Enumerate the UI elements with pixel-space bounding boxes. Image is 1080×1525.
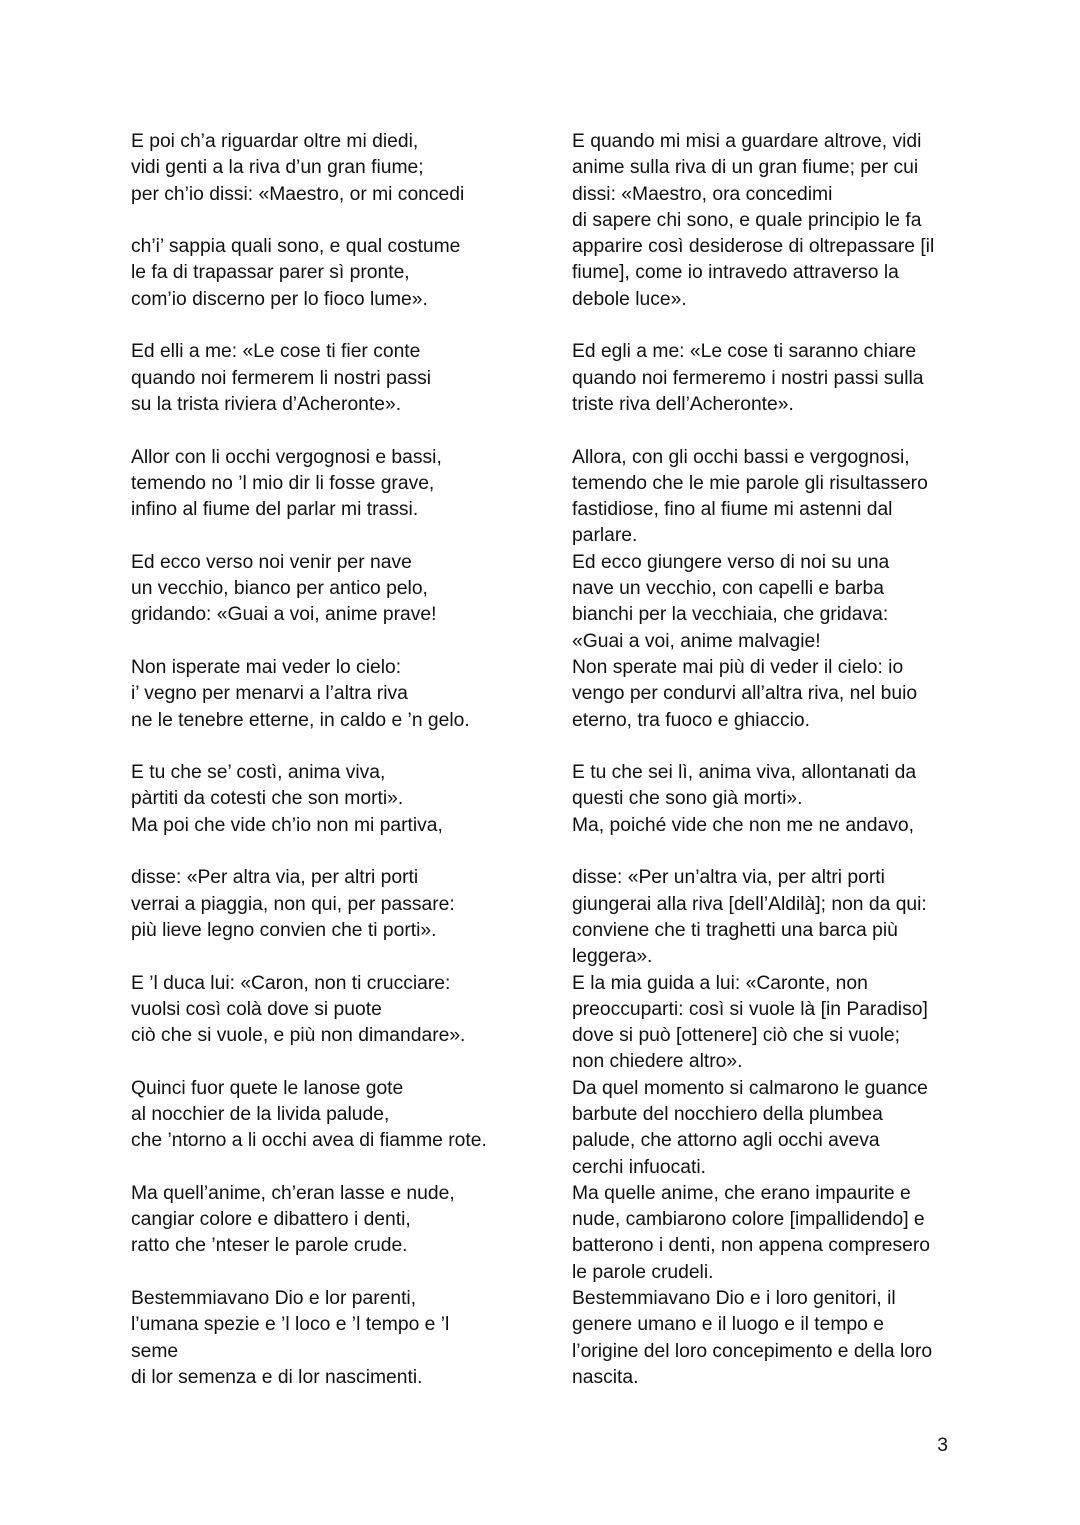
stanza-gap <box>131 839 531 865</box>
stanza-gap <box>131 1049 531 1075</box>
translation-line: batterono i denti, non appena compresero <box>572 1235 931 1257</box>
translation-line: non chiedere altro». <box>572 1051 743 1073</box>
verse-line: ciò che si vuole, e più non dimandare». <box>131 1025 466 1047</box>
stanza-gap <box>131 629 531 655</box>
translation-line: fastidiose, fino al fiume mi astenni dal <box>572 499 893 521</box>
translation-line: parlare. <box>572 525 638 547</box>
stanza-gap <box>572 313 962 339</box>
verse-line: verrai a piaggia, non qui, per passare: <box>131 893 455 915</box>
translation-line: le parole crudeli. <box>572 1261 714 1283</box>
translation-line: questi che sono già morti». <box>572 788 803 810</box>
stanza-gap <box>572 734 962 760</box>
translation-line: giungerai alla riva [dell’Aldilà]; non da qui: <box>572 893 927 915</box>
translation-line: leggera». <box>572 946 653 968</box>
verse-line: ch’i’ sappia quali sono, e qual costume <box>131 236 461 258</box>
stanza-gap <box>131 1260 531 1286</box>
verse-line: Ed ecco verso noi venir per nave <box>131 551 412 573</box>
translation-line: E tu che sei lì, anima viva, allontanati da <box>572 762 917 784</box>
verse-line: pàrtiti da cotesti che son morti». <box>131 788 404 810</box>
translation-line: preoccuparti: così si vuole là [in Paradiso] <box>572 998 928 1020</box>
stanza-gap <box>131 523 531 549</box>
verse-line: vidi genti a la riva d’un gran fiume; <box>131 157 424 179</box>
translation-line: «Guai a voi, anime malvagie! <box>572 630 821 652</box>
verse-line: le fa di trapassar parer sì pronte, <box>131 262 410 284</box>
verse-line: Ed elli a me: «Le cose ti fier conte <box>131 341 421 363</box>
verse-line: seme <box>131 1340 179 1362</box>
translation-line: quando noi fermeremo i nostri passi sulla <box>572 367 924 389</box>
translation-line: palude, che attorno agli occhi aveva <box>572 1130 880 1152</box>
translation-line: E la mia guida a lui: «Caronte, non <box>572 972 868 994</box>
stanza-gap <box>131 944 531 970</box>
verse-line: Ma quell’anime, ch’eran lasse e nude, <box>131 1182 455 1204</box>
translation-line: nave un vecchio, con capelli e barba <box>572 578 884 600</box>
stanza-gap <box>131 208 531 234</box>
verse-line: i’ vegno per menarvi a l’altra riva <box>131 683 408 705</box>
translation-line: temendo che le mie parole gli risultassero <box>572 472 928 494</box>
translation-line: Ma, poiché vide che non me ne andavo, <box>572 814 914 836</box>
translation-line: cerchi infuocati. <box>572 1156 706 1178</box>
verse-line: Allor con li occhi vergognosi e bassi, <box>131 446 442 468</box>
translation-line: disse: «Per un’altra via, per altri porti <box>572 867 885 889</box>
translation-line: apparire così desiderose di oltrepassare [il <box>572 236 935 258</box>
stanza-gap <box>131 734 531 760</box>
verse-line: E ’l duca lui: «Caron, non ti crucciare: <box>131 972 451 994</box>
verse-line: al nocchier de la livida palude, <box>131 1103 390 1125</box>
translation-line: eterno, tra fuoco e ghiaccio. <box>572 709 810 731</box>
verse-line: su la trista riviera d’Acheronte». <box>131 393 402 415</box>
verse-line: Quinci fuor quete le lanose gote <box>131 1077 404 1099</box>
stanza-gap <box>131 313 531 339</box>
translation-line: di sapere chi sono, e quale principio le fa <box>572 209 922 231</box>
verse-line: com’io discerno per lo fioco lume». <box>131 288 428 310</box>
verse-line: più lieve legno convien che ti porti». <box>131 919 437 941</box>
verse-line: ratto che ’nteser le parole crude. <box>131 1235 408 1257</box>
verse-line: Non isperate mai veder lo cielo: <box>131 656 402 678</box>
stanza-gap <box>131 418 531 444</box>
verse-line: vuolsi così colà dove si puote <box>131 998 382 1020</box>
stanza-gap <box>572 418 962 444</box>
verse-line: quando noi fermerem li nostri passi <box>131 367 432 389</box>
translation-line: bianchi per la vecchiaia, che gridava: <box>572 604 889 626</box>
translation-line: genere umano e il luogo e il tempo e <box>572 1314 884 1336</box>
translation-line: Ed egli a me: «Le cose ti saranno chiare <box>572 341 917 363</box>
verse-line: infino al fiume del parlar mi trassi. <box>131 499 419 521</box>
translation-line: Bestemmiavano Dio e i loro genitori, il <box>572 1288 896 1310</box>
verse-line: che ’ntorno a li occhi avea di fiamme rote. <box>131 1130 487 1152</box>
translation-line: E quando mi misi a guardare altrove, vidi <box>572 131 922 152</box>
verse-line: cangiar colore e dibattero i denti, <box>131 1209 411 1231</box>
translation-line: Allora, con gli occhi bassi e vergognosi, <box>572 446 910 468</box>
verse-line: per ch’io dissi: «Maestro, or mi concedi <box>131 183 465 205</box>
translation-text-column <box>572 129 962 1391</box>
translation-line: vengo per condurvi all’altra riva, nel buio <box>572 683 918 705</box>
translation-line: debole luce». <box>572 288 687 310</box>
translation-line: nascita. <box>572 1366 639 1388</box>
verse-line: temendo no ’l mio dir li fosse grave, <box>131 472 435 494</box>
translation-line: nude, cambiarono colore [impallidendo] e <box>572 1209 925 1231</box>
verse-line: gridando: «Guai a voi, anime prave! <box>131 604 437 626</box>
stanza-gap <box>572 839 962 865</box>
verse-line: ne le tenebre etterne, in caldo e ’n gelo. <box>131 709 470 731</box>
translation-line: barbute del nocchiero della plumbea <box>572 1103 883 1125</box>
verse-line: Ma poi che vide ch’io non mi partiva, <box>131 814 443 836</box>
verse-line: l’umana spezie e ’l loco e ’l tempo e ’l <box>131 1314 450 1336</box>
verse-line: E poi ch’a riguardar oltre mi diedi, <box>131 131 419 152</box>
verse-line: disse: «Per altra via, per altri porti <box>131 867 419 889</box>
translation-line: Ed ecco giungere verso di noi su una <box>572 551 890 573</box>
verse-line: un vecchio, bianco per antico pelo, <box>131 578 428 600</box>
translation-line: dissi: «Maestro, ora concedimi <box>572 183 833 205</box>
translation-line: l’origine del loro concepimento e della loro <box>572 1340 933 1362</box>
page-number: 3 <box>937 1435 948 1456</box>
translation-line: triste riva dell’Acheronte». <box>572 393 794 415</box>
verse-line: E tu che se’ costì, anima viva, <box>131 762 386 784</box>
verse-line: Bestemmiavano Dio e lor parenti, <box>131 1288 417 1310</box>
translation-line: fiume], come io intravedo attraverso la <box>572 262 899 284</box>
translation-line: anime sulla riva di un gran fiume; per cui <box>572 157 919 179</box>
stanza-gap <box>131 1155 531 1181</box>
translation-line: Da quel momento si calmarono le guance <box>572 1077 928 1099</box>
original-text-column <box>131 129 531 1391</box>
translation-line: conviene che ti traghetti una barca più <box>572 919 898 941</box>
verse-line: di lor semenza e di lor nascimenti. <box>131 1366 423 1388</box>
translation-line: Ma quelle anime, che erano impaurite e <box>572 1182 911 1204</box>
translation-line: dove si può [ottenere] ciò che si vuole; <box>572 1025 900 1047</box>
translation-line: Non sperate mai più di veder il cielo: io <box>572 656 904 678</box>
